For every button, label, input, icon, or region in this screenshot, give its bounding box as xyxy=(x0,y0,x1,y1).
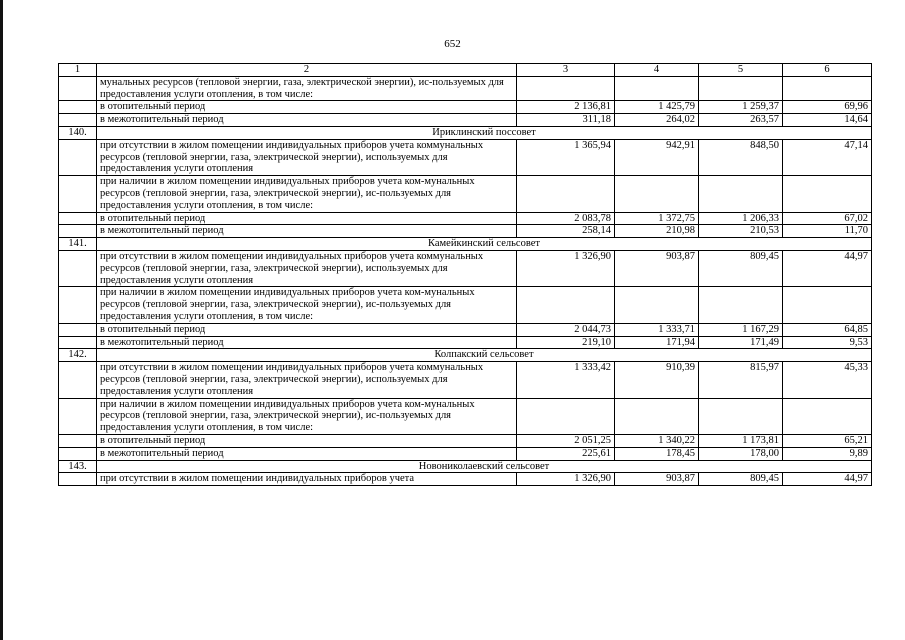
row-number xyxy=(59,101,97,114)
value-cell-col6 xyxy=(783,398,872,434)
column-header: 1 xyxy=(59,64,97,77)
value-cell-col5: 178,00 xyxy=(699,447,783,460)
row-number: 141. xyxy=(59,238,97,251)
row-number xyxy=(59,336,97,349)
row-description: при отсутствии в жилом помещении индивидуальных приборов учета коммунальных ресурсов (тепловой энергии, газа, электрической энергии), используемых для предоставления услуги отопления xyxy=(97,362,517,398)
column-header: 6 xyxy=(783,64,872,77)
table-row xyxy=(59,362,872,398)
value-cell-col4 xyxy=(615,176,699,212)
row-description: при наличии в жилом помещении индивидуальных приборов учета ком-мунальных ресурсов (тепловой энергии, газа, электрической энергии), ис-пользуемых для предоставления услуги отопления, в том числе: xyxy=(97,398,517,434)
value-cell-col5: 171,49 xyxy=(699,336,783,349)
value-cell-col3: 258,14 xyxy=(517,225,615,238)
value-cell-col4: 1 372,75 xyxy=(615,212,699,225)
section-title: Ириклинский поссовет xyxy=(97,126,872,139)
value-cell-col6: 45,33 xyxy=(783,362,872,398)
value-cell-col6: 64,85 xyxy=(783,323,872,336)
value-cell-col3 xyxy=(517,287,615,323)
value-cell-col3: 2 136,81 xyxy=(517,101,615,114)
value-cell-col3: 311,18 xyxy=(517,114,615,127)
value-cell-col3 xyxy=(517,398,615,434)
column-header: 5 xyxy=(699,64,783,77)
row-number xyxy=(59,323,97,336)
row-number xyxy=(59,76,97,101)
value-cell-col4: 1 425,79 xyxy=(615,101,699,114)
value-cell-col3: 1 326,90 xyxy=(517,250,615,286)
value-cell-col6: 67,02 xyxy=(783,212,872,225)
row-description: при отсутствии в жилом помещении индивидуальных приборов учета коммунальных ресурсов (тепловой энергии, газа, электрической энергии), используемых для предоставления услуги отопления xyxy=(97,250,517,286)
value-cell-col3: 1 326,90 xyxy=(517,473,615,486)
section-row xyxy=(59,460,872,473)
table-row xyxy=(59,287,872,323)
value-cell-col3 xyxy=(517,176,615,212)
table-row xyxy=(59,76,872,101)
value-cell-col6: 44,97 xyxy=(783,473,872,486)
row-description: в отопительный период xyxy=(97,212,517,225)
value-cell-col4: 1 340,22 xyxy=(615,434,699,447)
table-row xyxy=(59,212,872,225)
row-description: в межотопительный период xyxy=(97,114,517,127)
value-cell-col3: 219,10 xyxy=(517,336,615,349)
table-row xyxy=(59,447,872,460)
value-cell-col5 xyxy=(699,398,783,434)
row-number xyxy=(59,225,97,238)
section-row xyxy=(59,238,872,251)
value-cell-col6: 65,21 xyxy=(783,434,872,447)
value-cell-col5: 809,45 xyxy=(699,250,783,286)
row-number xyxy=(59,473,97,486)
row-description: в отопительный период xyxy=(97,323,517,336)
value-cell-col5: 848,50 xyxy=(699,139,783,175)
section-row xyxy=(59,126,872,139)
value-cell-col4: 264,02 xyxy=(615,114,699,127)
table-row xyxy=(59,176,872,212)
page-number: 652 xyxy=(444,38,461,50)
value-cell-col5: 1 173,81 xyxy=(699,434,783,447)
value-cell-col6 xyxy=(783,176,872,212)
column-header: 2 xyxy=(97,64,517,77)
value-cell-col4 xyxy=(615,76,699,101)
row-number xyxy=(59,287,97,323)
value-cell-col4: 178,45 xyxy=(615,447,699,460)
value-cell-col5: 1 206,33 xyxy=(699,212,783,225)
row-description: в отопительный период xyxy=(97,101,517,114)
value-cell-col5: 263,57 xyxy=(699,114,783,127)
row-number xyxy=(59,212,97,225)
row-number xyxy=(59,434,97,447)
value-cell-col3: 2 083,78 xyxy=(517,212,615,225)
value-cell-col3: 1 365,94 xyxy=(517,139,615,175)
row-description: в межотопительный период xyxy=(97,447,517,460)
value-cell-col6: 9,53 xyxy=(783,336,872,349)
tariff-table xyxy=(58,63,872,486)
table-row xyxy=(59,473,872,486)
value-cell-col6: 11,70 xyxy=(783,225,872,238)
row-description: в отопительный период xyxy=(97,434,517,447)
row-number xyxy=(59,398,97,434)
value-cell-col3 xyxy=(517,76,615,101)
table-row xyxy=(59,323,872,336)
row-description: при наличии в жилом помещении индивидуальных приборов учета ком-мунальных ресурсов (тепловой энергии, газа, электрической энергии), ис-пользуемых для предоставления услуги отопления, в том числе: xyxy=(97,176,517,212)
row-number xyxy=(59,447,97,460)
section-title: Новониколаевский сельсовет xyxy=(97,460,872,473)
value-cell-col4: 210,98 xyxy=(615,225,699,238)
table-header-row xyxy=(59,64,872,77)
column-header: 3 xyxy=(517,64,615,77)
value-cell-col4 xyxy=(615,398,699,434)
value-cell-col6 xyxy=(783,287,872,323)
row-number: 140. xyxy=(59,126,97,139)
value-cell-col4: 910,39 xyxy=(615,362,699,398)
value-cell-col6: 47,14 xyxy=(783,139,872,175)
table-row xyxy=(59,398,872,434)
value-cell-col4: 171,94 xyxy=(615,336,699,349)
value-cell-col6 xyxy=(783,76,872,101)
table-row xyxy=(59,225,872,238)
value-cell-col5: 809,45 xyxy=(699,473,783,486)
value-cell-col3: 2 051,25 xyxy=(517,434,615,447)
table-row xyxy=(59,101,872,114)
table-row xyxy=(59,139,872,175)
column-header: 4 xyxy=(615,64,699,77)
section-row xyxy=(59,349,872,362)
value-cell-col5: 210,53 xyxy=(699,225,783,238)
row-description: в межотопительный период xyxy=(97,225,517,238)
value-cell-col6: 44,97 xyxy=(783,250,872,286)
row-description: при наличии в жилом помещении индивидуальных приборов учета ком-мунальных ресурсов (тепловой энергии, газа, электрической энергии), ис-пользуемых для предоставления услуги отопления, в том числе: xyxy=(97,287,517,323)
row-description: при отсутствии в жилом помещении индивидуальных приборов учета xyxy=(97,473,517,486)
value-cell-col4 xyxy=(615,287,699,323)
section-title: Камейкинский сельсовет xyxy=(97,238,872,251)
row-number xyxy=(59,250,97,286)
value-cell-col6: 69,96 xyxy=(783,101,872,114)
table-row xyxy=(59,250,872,286)
table-row xyxy=(59,114,872,127)
row-description: мунальных ресурсов (тепловой энергии, газа, электрической энергии), ис-пользуемых для предоставления услуги отопления, в том числе: xyxy=(97,76,517,101)
row-description: в межотопительный период xyxy=(97,336,517,349)
value-cell-col5: 1 167,29 xyxy=(699,323,783,336)
value-cell-col3: 225,61 xyxy=(517,447,615,460)
value-cell-col6: 9,89 xyxy=(783,447,872,460)
value-cell-col5 xyxy=(699,176,783,212)
row-number xyxy=(59,362,97,398)
row-number: 142. xyxy=(59,349,97,362)
value-cell-col4: 1 333,71 xyxy=(615,323,699,336)
value-cell-col5 xyxy=(699,76,783,101)
value-cell-col4: 942,91 xyxy=(615,139,699,175)
value-cell-col4: 903,87 xyxy=(615,250,699,286)
row-description: при отсутствии в жилом помещении индивидуальных приборов учета коммунальных ресурсов (тепловой энергии, газа, электрической энергии), используемых для предоставления услуги отопления xyxy=(97,139,517,175)
row-number: 143. xyxy=(59,460,97,473)
value-cell-col3: 1 333,42 xyxy=(517,362,615,398)
value-cell-col3: 2 044,73 xyxy=(517,323,615,336)
row-number xyxy=(59,114,97,127)
row-number xyxy=(59,139,97,175)
value-cell-col6: 14,64 xyxy=(783,114,872,127)
table-row xyxy=(59,336,872,349)
value-cell-col5: 815,97 xyxy=(699,362,783,398)
value-cell-col5: 1 259,37 xyxy=(699,101,783,114)
section-title: Колпакский сельсовет xyxy=(97,349,872,362)
value-cell-col5 xyxy=(699,287,783,323)
table-body xyxy=(59,76,872,485)
scan-edge-bar xyxy=(0,0,3,640)
table-row xyxy=(59,434,872,447)
row-number xyxy=(59,176,97,212)
value-cell-col4: 903,87 xyxy=(615,473,699,486)
